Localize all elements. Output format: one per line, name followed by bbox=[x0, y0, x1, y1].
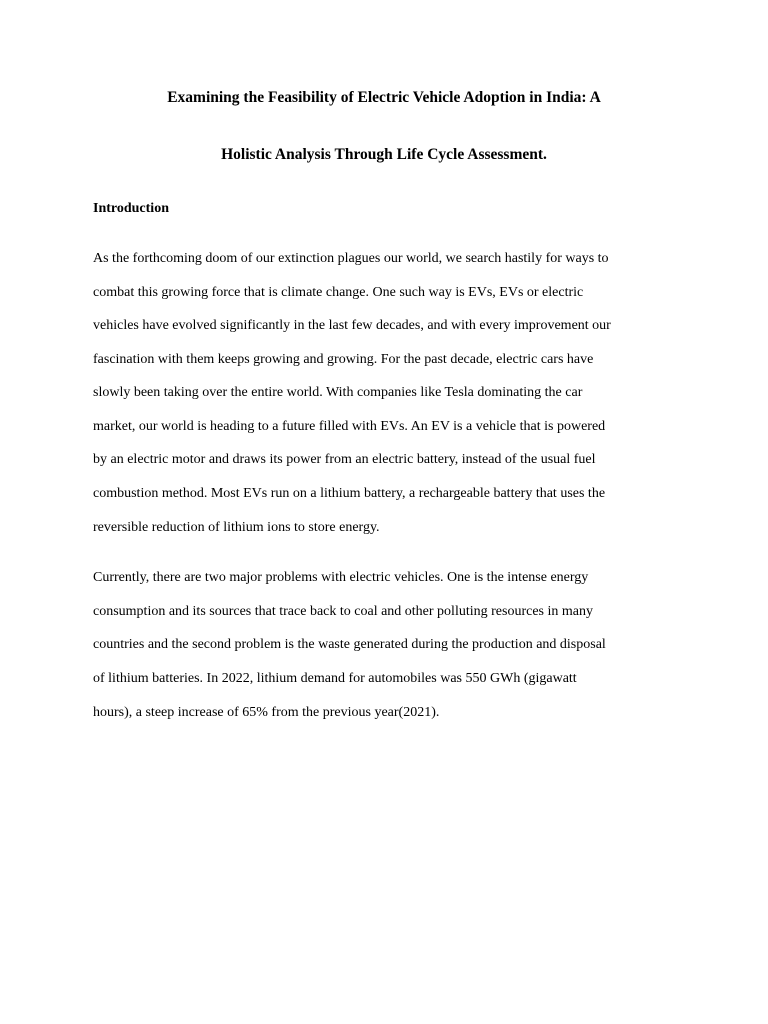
document-title-line-1: Examining the Feasibility of Electric Vehicle Adoption in India: A bbox=[167, 89, 601, 106]
paragraph-1-line: fascination with them keeps growing and growing. For the past decade, electric cars have bbox=[93, 352, 594, 367]
paragraph-2-line: hours), a steep increase of 65% from the previous year(2021). bbox=[93, 705, 440, 720]
paragraph-1-line: combustion method. Most EVs run on a lithium battery, a rechargeable battery that uses the bbox=[93, 486, 606, 501]
paragraph-1-line: vehicles have evolved significantly in the last few decades, and with every improvement our bbox=[93, 318, 611, 333]
paragraph-2-line: of lithium batteries. In 2022, lithium demand for automobiles was 550 GWh (gigawatt bbox=[93, 671, 577, 686]
paragraph-1-line: As the forthcoming doom of our extinction plagues our world, we search hastily for ways to bbox=[93, 251, 609, 266]
paragraph-2-line: countries and the second problem is the waste generated during the production and disposal bbox=[93, 637, 606, 652]
section-heading-introduction: Introduction bbox=[93, 201, 169, 216]
paragraph-2-line: consumption and its sources that trace back to coal and other polluting resources in many bbox=[93, 604, 593, 619]
paragraph-2-line: Currently, there are two major problems with electric vehicles. One is the intense energy bbox=[93, 570, 589, 585]
paragraph-1-line: combat this growing force that is climate change. One such way is EVs, EVs or electric bbox=[93, 285, 584, 300]
paragraph-1-line: by an electric motor and draws its power from an electric battery, instead of the usual fuel bbox=[93, 452, 596, 467]
document-title-line-2: Holistic Analysis Through Life Cycle Assessment. bbox=[221, 146, 547, 163]
paragraph-1-line: market, our world is heading to a future filled with EVs. An EV is a vehicle that is powered bbox=[93, 419, 606, 434]
paragraph-1-line: slowly been taking over the entire world. With companies like Tesla dominating the car bbox=[93, 385, 583, 400]
paragraph-1-line: reversible reduction of lithium ions to store energy. bbox=[93, 520, 380, 535]
